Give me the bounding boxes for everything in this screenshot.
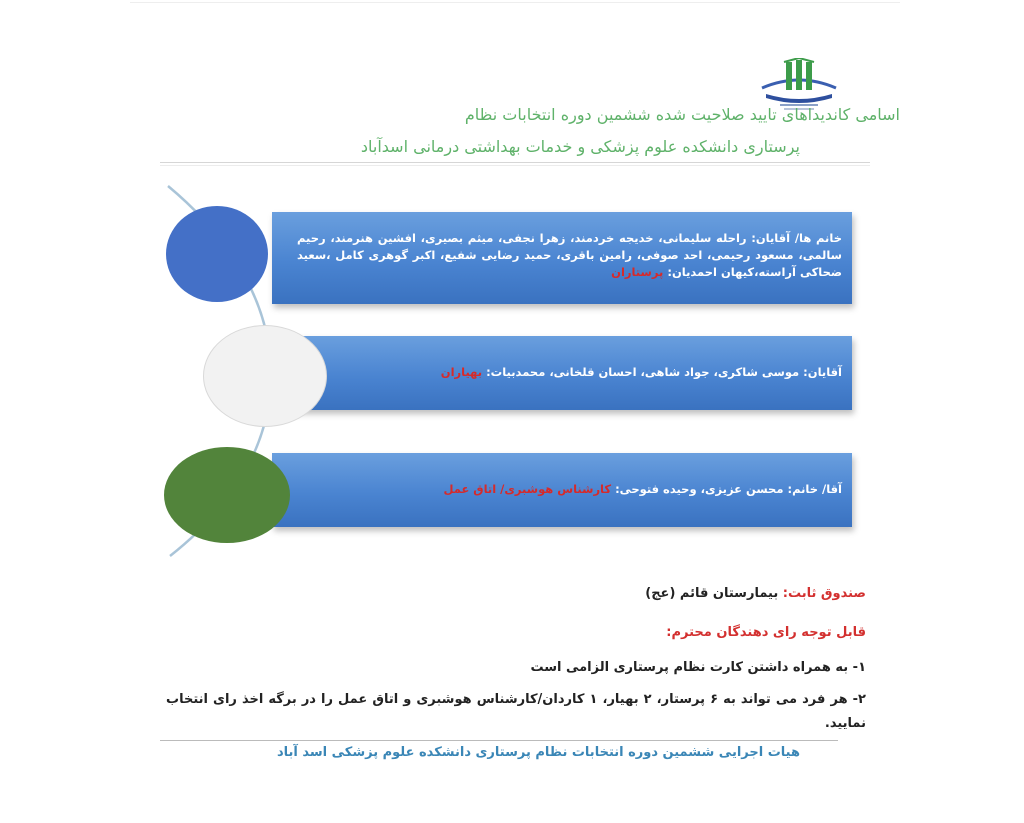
candidate-names: آقایان: موسی شاکری، جواد شاهی، احسان قلخانی، محمدبیات: بهیاران [440, 365, 842, 379]
fixed-box-value: بیمارستان قائم (عج) [645, 586, 779, 601]
candidate-role: بهیاران [440, 365, 483, 379]
footer-divider [160, 740, 838, 741]
note-item-2: ۲- هر فرد می تواند به ۶ پرستار، ۲ بهیار، ۱ کاردان/کارشناس هوشبری و اتاق عمل را در برگه اخذ رای انتخاب نمایید. [166, 692, 866, 731]
footer-text: هیات اجرایی ششمین دوره انتخابات نظام پرستاری دانشکده علوم پزشکی اسد آباد [276, 745, 800, 760]
candidate-role: کارشناس هوشبری/ اتاق عمل [443, 482, 612, 496]
page-title-line-1: اسامی کاندیداهای تایید صلاحیت شده ششمین دوره انتخابات نظام [464, 105, 900, 124]
candidate-names: آقا/ خانم: محسن عزیزی، وحیده فتوحی: کارشناس هوشبری/ اتاق عمل [443, 482, 842, 496]
candidate-band-anesthesia [272, 453, 852, 527]
candidate-band-nurses [272, 212, 852, 304]
candidate-names: خانم ها/ آقایان: راحله سلیمانی، خدیجه خردمند، زهرا نجفی، میثم بصیری، افشین هنرمند، رحیم سالمی، مسعود رحیمی، احد صوفی، رامین باقری، حمید رضایی شفیع، اکبر گوهری کامل ،سعید ضحاکی آراسته،کیهان احمدیان: پرستاران [297, 231, 842, 279]
fixed-box-label: صندوق ثابت: [778, 586, 866, 601]
circle-marker-blue [166, 206, 268, 302]
fixed-ballot-box [645, 586, 866, 601]
title-divider [160, 162, 870, 163]
candidate-band-practical-nurses [272, 336, 852, 410]
note-item-1: ۱- به همراه داشتن کارت نظام پرستاری الزامی است [530, 660, 866, 675]
candidate-role: پرستاران [611, 265, 664, 279]
title-divider-secondary [160, 165, 870, 166]
notice-title: قابل توجه رای دهندگان محترم: [666, 625, 866, 640]
top-border [130, 2, 900, 3]
page-title-line-2: پرستاری دانشکده علوم پزشکی و خدمات بهداشتی درمانی اسدآباد [360, 137, 800, 156]
circle-marker-green [164, 447, 290, 543]
circle-marker-white [203, 325, 327, 427]
